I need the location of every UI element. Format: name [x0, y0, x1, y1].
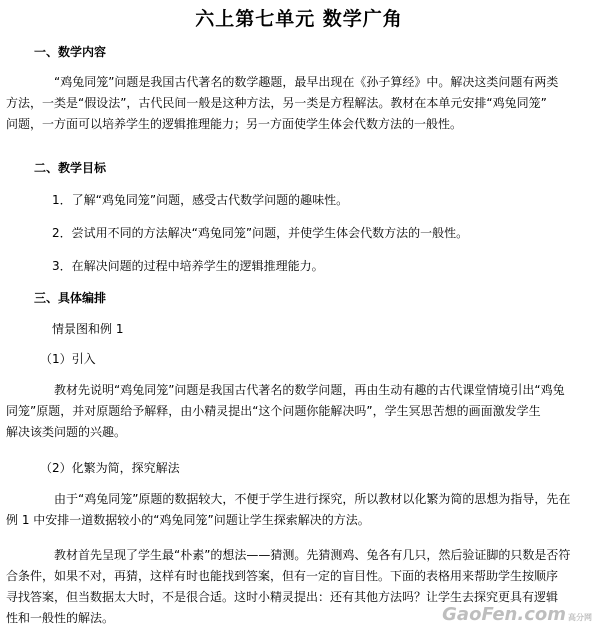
part-2-paragraph-1 — [6, 489, 580, 531]
paragraph-line: “鸡兔同笼”问题是我国古代著名的数学趣题，最早出现在《孙子算经》中。解决这类问题有两类 — [54, 75, 559, 89]
section-heading-arrangement: 三、具体编排 — [34, 291, 107, 305]
paragraph-line: 合条件，如果不对，再猜，这样有时也能找到答案，但有一定的盲目性。下面的表格用来帮助学生按顺序 — [6, 569, 559, 583]
page-title: 六上第七单元 数学广角 — [195, 8, 403, 30]
paragraph-line: 例 1 中安排一道数据较小的“鸡兔同笼”问题让学生探索解决的方法。 — [6, 513, 370, 527]
paragraph-line: 方法，一类是“假设法”，古代民间一般是这种方法，另一类是方程解法。教材在本单元安排“鸡兔同笼” — [6, 96, 547, 110]
paragraph-line: 问题，一方面可以培养学生的逻辑推理能力；另一方面使学生体会代数方法的一般性。 — [6, 117, 463, 131]
paragraph-line: 寻找答案，但当数据太大时，不是很合适。这时小精灵提出：还有其他方法吗？让学生去探究更具有逻辑 — [6, 590, 559, 604]
site-watermark — [442, 604, 592, 625]
paragraph-line: 由于“鸡兔同笼”原题的数据较大，不便于学生进行探究，所以教材以化繁为简的思想为指导，先在 — [54, 492, 571, 506]
goal-item-2: 2．尝试用不同的方法解决“鸡兔同笼”问题，并使学生体会代数方法的一般性。 — [52, 226, 469, 240]
goal-item-1: 1．了解“鸡兔同笼”问题，感受古代数学问题的趣味性。 — [52, 193, 349, 207]
watermark-text: GaoFen.com — [442, 604, 566, 625]
section-content-paragraph — [6, 72, 580, 135]
part-2-label: （2）化繁为简，探究解法 — [40, 461, 180, 475]
goal-item-3: 3．在解决问题的过程中培养学生的逻辑推理能力。 — [52, 259, 324, 273]
paragraph-line: 同笼”原题，并对原题给予解释，由小精灵提出“这个问题你能解决吗”，学生冥思苦想的画面激发学生 — [6, 404, 541, 418]
part-1-label: （1）引入 — [40, 352, 96, 366]
section-heading-content: 一、数学内容 — [34, 45, 107, 59]
paragraph-line: 教材首先呈现了学生最“朴素”的想法——猜测。先猜测鸡、兔各有几只，然后验证脚的只数是否符 — [54, 548, 571, 562]
section-heading-goals: 二、教学目标 — [34, 161, 107, 175]
paragraph-line: 解决该类问题的兴趣。 — [6, 425, 127, 439]
watermark-small-text: 高分网 — [568, 613, 592, 622]
paragraph-line: 性和一般性的解法。 — [6, 611, 115, 625]
subheading-example: 情景图和例 1 — [52, 322, 124, 336]
part-1-paragraph — [6, 380, 580, 443]
paragraph-line: 教材先说明“鸡兔同笼”问题是我国古代著名的数学问题，再由生动有趣的古代课堂情境引出“鸡兔 — [54, 383, 565, 397]
